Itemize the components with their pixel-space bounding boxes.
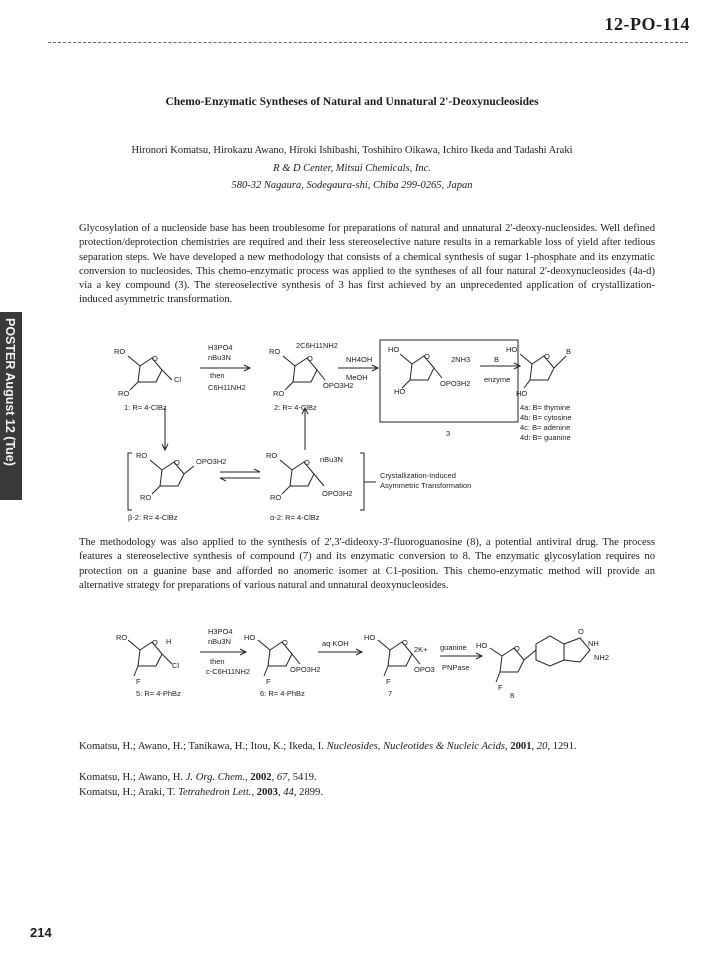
reference-1: Komatsu, H.; Awano, H.; Tanikawa, H.; Itou, K.; Ikeda, I. Nucleosides, Nucleotides & Nucleic Acids, 2001, 20, 1291. [79, 741, 577, 752]
abstract-paragraph-1: Glycosylation of a nucleoside base has been troublesome for preparations of natural and unnatural 2'-deoxy-nucleosides. Well defined protection/deprotection chemistries are required and their less stereoselective nature results in a remarkable loss of yield after tedious separation steps. We have developed a new methodology that consists of a chemical synthesis of sugar 1-phosphate and its enzymatic conversion to nucleosides. This chemo-enzymatic process was applied to the syntheses of all four natural 2'-deoxynucleosides (4a-d) via a key compound (3). The stereoselective synthesis of 3 has first achieved by an unprecedented application of crystallization-induced asymmetric transformation. [79, 223, 655, 306]
s2-reagent-1c: then [210, 657, 225, 666]
svg-text:HO: HO [364, 633, 376, 642]
svg-text:O: O [544, 352, 550, 361]
compound-1-label: 1: R= 4-ClBz [124, 403, 167, 412]
svg-text:O: O [514, 644, 520, 653]
svg-text:RO: RO [114, 347, 126, 356]
product-4d: 4d: B= guanine [520, 433, 571, 442]
svg-text:O: O [152, 354, 158, 363]
page-number: 214 [30, 925, 52, 940]
reagent-4b: enzyme [484, 375, 511, 384]
svg-text:OPO3: OPO3 [414, 665, 435, 674]
scheme-1 [110, 338, 670, 528]
s2-reagent-2: aq KOH [322, 639, 349, 648]
cryst-label-2: Asymmetric Transformation [380, 481, 472, 490]
reagent-1d: C6H11NH2 [208, 383, 246, 392]
poster-code: 12-PO-114 [604, 14, 690, 34]
svg-text:H: H [166, 637, 172, 646]
svg-text:OPO3H2: OPO3H2 [290, 665, 321, 674]
svg-text:2NH3: 2NH3 [451, 355, 471, 364]
s2-reagent-1d: c-C6H11NH2 [206, 667, 251, 676]
reference-3: Komatsu, H.; Araki, T. Tetrahedron Lett., 2003, 44, 2899. [79, 787, 323, 798]
alpha-2-label: α-2: R= 4-ClBz [270, 513, 320, 522]
svg-text:OPO3H2: OPO3H2 [322, 489, 353, 498]
cryst-label-1: Crystallization-Induced [380, 471, 456, 480]
compound-6-label: 6: R= 4-PhBz [260, 689, 305, 698]
affiliation-line-2: 580-32 Nagaura, Sodegaura-shi, Chiba 299-0265, Japan [231, 180, 473, 191]
reagent-3b: MeOH [346, 373, 368, 382]
svg-text:HO: HO [388, 345, 400, 354]
abstract-paragraph-2: The methodology was also applied to the synthesis of 2',3'-dideoxy-3'-fluoroguanosine (8), a potential antiviral drug. The process features a stereoselective synthesis of compound (7) and its enzymatic conversion to 8. The enzymatic glycosylation requires no protection on a guanine base and afforded no anomeric isomer at C1-position. This chemo-enzymatic method will provide an alternative strategy for preparations of various natural and unnatural deoxynucleosides. [79, 537, 655, 591]
svg-text:OPO3H2: OPO3H2 [440, 379, 471, 388]
svg-text:RO: RO [266, 451, 278, 460]
svg-text:RO: RO [269, 347, 281, 356]
author-list: Hironori Komatsu, Hirokazu Awano, Hiroki Ishibashi, Toshihiro Oikawa, Ichiro Ikeda and Tadashi Araki [131, 145, 573, 156]
reagent-1c: then [210, 371, 225, 380]
svg-text:HO: HO [244, 633, 256, 642]
svg-text:RO: RO [116, 633, 128, 642]
reference-2: Komatsu, H.; Awano, H. J. Org. Chem., 2002, 67, 5419. [79, 772, 317, 783]
reagent-1b: nBu3N [208, 353, 231, 362]
svg-text:F: F [266, 677, 271, 686]
svg-text:HO: HO [506, 345, 518, 354]
reagent-3a: NH4OH [346, 355, 373, 364]
svg-text:RO: RO [118, 389, 130, 398]
s2-reagent-3b: PNPase [442, 663, 470, 672]
side-tab [0, 312, 22, 500]
svg-text:RO: RO [136, 451, 148, 460]
header-rule [48, 42, 688, 43]
product-4c: 4c: B= adenine [520, 423, 571, 432]
svg-text:OPO3H2: OPO3H2 [196, 457, 227, 466]
svg-text:F: F [136, 677, 141, 686]
svg-text:RO: RO [270, 493, 282, 502]
base-label: B [566, 347, 572, 356]
compound-2-label: 2: R= 4-ClBz [274, 403, 317, 412]
compound-5-label: 5: R= 4-PhBz [136, 689, 181, 698]
s2-reagent-1b: nBu3N [208, 637, 231, 646]
svg-text:2K+: 2K+ [414, 645, 428, 654]
svg-text:Cl: Cl [174, 375, 182, 384]
reagent-4a: B [494, 355, 500, 364]
reagent-1a: H3PO4 [208, 343, 233, 352]
product-4a: 4a: B= thymine [520, 403, 571, 412]
paper-title: Chemo-Enzymatic Syntheses of Natural and Unnatural 2'-Deoxynucleosides [165, 96, 539, 108]
svg-text:NH2: NH2 [594, 653, 610, 662]
compound-8-label: 8 [510, 691, 515, 700]
svg-text:HO: HO [394, 387, 406, 396]
svg-text:HO: HO [516, 389, 528, 398]
svg-text:RO: RO [273, 389, 285, 398]
compound-3-label: 3 [446, 429, 451, 438]
svg-text:F: F [386, 677, 391, 686]
svg-text:F: F [498, 683, 503, 692]
side-tab-label: POSTER August 12 (Tue) [3, 318, 17, 466]
svg-text:O: O [304, 458, 310, 467]
svg-text:NH: NH [588, 639, 599, 648]
svg-text:O: O [424, 352, 430, 361]
svg-text:nBu3N: nBu3N [320, 455, 343, 464]
compound-7-label: 7 [388, 689, 393, 698]
svg-text:Cl: Cl [172, 661, 180, 670]
product-4b: 4b: B= cytosine [520, 413, 572, 422]
svg-text:O: O [174, 458, 180, 467]
beta-2-label: β-2: R= 4-ClBz [128, 513, 178, 522]
s2-reagent-3a: guanine [440, 643, 467, 652]
svg-text:O: O [578, 627, 584, 636]
reagent-2: 2C6H11NH2 [296, 341, 338, 350]
svg-text:O: O [152, 638, 158, 647]
svg-text:HO: HO [476, 641, 488, 650]
svg-text:O: O [282, 638, 288, 647]
scheme-2 [110, 622, 670, 700]
svg-text:OPO3H2: OPO3H2 [323, 381, 354, 390]
svg-text:O: O [307, 354, 313, 363]
s2-reagent-1a: H3PO4 [208, 627, 233, 636]
svg-text:O: O [402, 638, 408, 647]
svg-text:RO: RO [140, 493, 152, 502]
affiliation-line-1: R & D Center, Mitsui Chemicals, Inc. [273, 163, 431, 174]
